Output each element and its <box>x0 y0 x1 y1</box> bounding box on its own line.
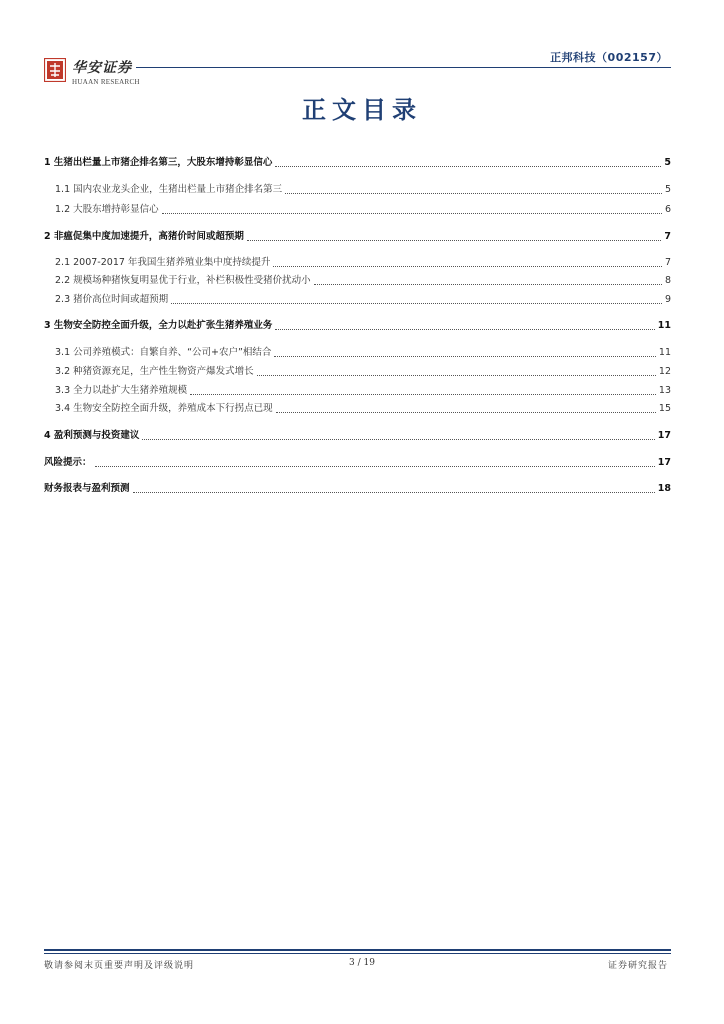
footer-disclaimer: 敬请参阅末页重要声明及评级说明 <box>44 961 195 971</box>
logo-seal-icon <box>44 58 66 82</box>
footer-doc-type: 证券研究报告 <box>607 961 668 971</box>
toc-entry[interactable] <box>44 316 671 332</box>
company-ticker: 正邦科技（002157） <box>550 51 668 64</box>
toc-entry[interactable] <box>44 253 671 269</box>
toc-entry-page: 15 <box>658 403 671 414</box>
toc-entry[interactable] <box>44 381 671 397</box>
toc-entry[interactable] <box>44 479 671 495</box>
toc-entry-page: 12 <box>658 366 671 377</box>
toc-entry-page: 5 <box>664 157 671 168</box>
toc-leader-dots <box>273 266 662 267</box>
toc-entry[interactable] <box>44 227 671 243</box>
toc-entry-title: 2.2 规模场种猪恢复明显优于行业，补栏积极性受猪价扰动小 <box>55 275 311 286</box>
toc-entry-page: 5 <box>664 184 671 195</box>
toc-entry-page: 18 <box>657 483 671 494</box>
footer-divider <box>44 949 671 951</box>
toc-entry-page: 11 <box>658 347 671 358</box>
toc-entry-title: 1 生猪出栏量上市猪企排名第三，大股东增持彰显信心 <box>44 157 273 168</box>
toc-entry-page: 7 <box>664 257 671 268</box>
toc-entry-title: 风险提示： <box>44 457 92 468</box>
toc-entry-page: 9 <box>664 294 671 305</box>
logo-chinese-name: 华安证券 <box>72 60 132 76</box>
toc-entry-page: 17 <box>657 430 671 441</box>
toc-entry-title: 1.1 国内农业龙头企业，生猪出栏量上市猪企排名第三 <box>55 184 283 195</box>
toc-leader-dots <box>275 166 661 167</box>
toc-entry-title: 财务报表与盈利预测 <box>44 483 130 494</box>
toc-entry[interactable] <box>44 153 671 169</box>
toc-leader-dots <box>247 240 661 241</box>
toc-entry[interactable] <box>44 271 671 287</box>
toc-entry[interactable] <box>44 453 671 469</box>
toc-entry[interactable] <box>44 180 671 196</box>
toc-entry-title: 3.3 全力以赴扩大生猪养殖规模 <box>55 385 188 396</box>
toc-leader-dots <box>190 394 656 395</box>
toc-leader-dots <box>142 439 654 440</box>
toc-leader-dots <box>285 193 662 194</box>
toc-entry-page: 6 <box>664 204 671 215</box>
toc-entry-title: 3.1 公司养殖模式：自繁自养、“公司+农户”相结合 <box>55 347 272 358</box>
toc-entry-title: 4 盈利预测与投资建议 <box>44 430 140 441</box>
toc-leader-dots <box>171 303 662 304</box>
toc-leader-dots <box>275 329 654 330</box>
footer-divider-thin <box>44 953 671 954</box>
toc-entry-title: 3.2 种猪资源充足，生产性生物资产爆发式增长 <box>55 366 254 377</box>
toc-entry-page: 7 <box>664 231 671 242</box>
toc-leader-dots <box>276 412 656 413</box>
toc-entry[interactable] <box>44 399 671 415</box>
toc-entry-title: 3.4 生物安全防控全面升级，养殖成本下行拐点已现 <box>55 403 273 414</box>
toc-entry-page: 13 <box>658 385 671 396</box>
logo-english-name: HUAAN RESEARCH <box>72 78 140 86</box>
toc-entry-title: 2 非瘟促集中度加速提升，高猪价时间或超预期 <box>44 231 244 242</box>
toc-leader-dots <box>257 375 656 376</box>
header-divider <box>136 67 671 68</box>
toc-leader-dots <box>314 284 662 285</box>
company-logo <box>44 58 194 88</box>
toc-entry-title: 2.1 2007-2017 年我国生猪养殖业集中度持续提升 <box>55 257 271 268</box>
toc-leader-dots <box>162 213 662 214</box>
toc-entry-title: 1.2 大股东增持彰显信心 <box>55 204 159 215</box>
page-indicator: 3 / 19 <box>349 958 375 968</box>
toc-entry-title: 3 生物安全防控全面升级，全力以赴扩张生猪养殖业务 <box>44 320 273 331</box>
toc-leader-dots <box>133 492 655 493</box>
page-title: 正文目录 <box>302 96 422 124</box>
toc-entry-title: 2.3 猪价高位时间或超预期 <box>55 294 169 305</box>
toc-entry[interactable] <box>44 200 671 216</box>
toc-leader-dots <box>95 466 655 467</box>
toc-entry[interactable] <box>44 343 671 359</box>
toc-entry-page: 8 <box>664 275 671 286</box>
toc-entry[interactable] <box>44 290 671 306</box>
toc-entry-page: 11 <box>657 320 671 331</box>
toc-entry-page: 17 <box>657 457 671 468</box>
toc-entry[interactable] <box>44 426 671 442</box>
toc-entry[interactable] <box>44 362 671 378</box>
toc-leader-dots <box>274 356 655 357</box>
